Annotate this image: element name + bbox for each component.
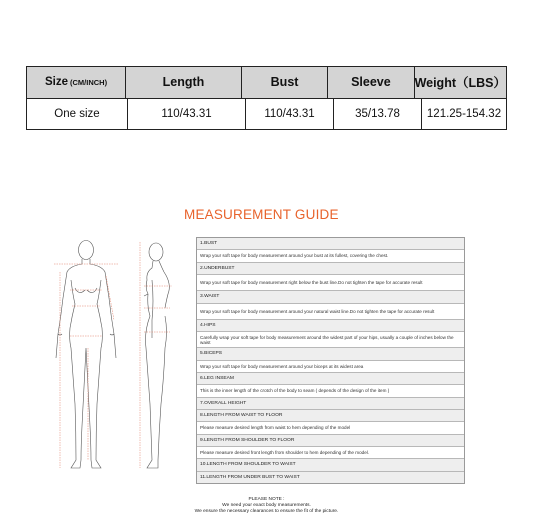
note-line-2: We ensure the necessary clearances to ensure the fit of the picture. [194,509,339,514]
guide-row-biceps-title: 5.BICEPS [197,347,464,359]
measurement-guide-table [196,237,465,484]
table-row [27,98,506,130]
header-weight: Weight（LBS） [414,76,506,91]
guide-row-waist-title: 3.WAIST [197,290,464,302]
guide-row-leg-inseam-desc: This is the inner length of the crotch of the body to seam ( depends of the design of the item ) [197,384,464,396]
size-table [26,66,507,130]
cell-sleeve: 35/13.78 [334,99,422,130]
size-table-header [27,67,506,98]
header-size [27,67,126,98]
guide-row-biceps-desc: Wrap your soft tape for body measurement around your biceps at its widest area [197,360,464,372]
guide-row-waist-desc: Wrap your soft tape for body measurement around your natural waist line.Do not tighten the tape for accurate result [197,303,464,319]
header-sleeve: Sleeve [328,67,414,98]
guide-row-waist-to-floor-desc: Please measure desired length from waist to hem depending of the model [197,421,464,433]
guide-row-underbust-to-waist-title: 11.LENGTH FROM UNDER BUST TO WAIST [197,471,464,483]
guide-row-overall-height-title: 7.OVERALL HEIGHT [197,397,464,409]
guide-row-leg-inseam-title: 6.LEG INSEAM [197,372,464,384]
guide-row-underbust-desc: Wrap your soft tape for body measurement right below the bust line.Do not tighten the tape for accurate result [197,274,464,290]
guide-row-waist-to-floor-title: 8.LENGTH FROM WAIST TO FLOOR [197,409,464,421]
cell-weight: 121.25-154.32 [426,107,502,120]
guide-row-hips-title: 4.HIPS [197,319,464,331]
side-body-figure [144,243,169,468]
front-body-figure [56,241,116,469]
guide-row-bust-desc: Wrap your soft tape for body measurement around your bust at its fullest, covering the chest. [197,249,464,261]
body-figures-illustration [48,236,198,476]
cell-size: One size [27,99,128,130]
guide-row-shoulder-to-floor-title: 9.LENGTH FROM SHOULDER TO FLOOR [197,434,464,446]
guide-row-shoulder-to-waist-title: 10.LENGTH FROM SHOULDER TO WAIST [197,458,464,470]
note-title: PLEASE NOTE : [248,497,285,502]
guide-row-shoulder-to-floor-desc: Please measure desired front length from shoulder to hem depending of the model. [197,446,464,458]
cell-length: 110/43.31 [128,99,246,130]
note-line-1: We need your exact body measurements. [222,503,311,508]
guide-row-hips-desc: Carefully wrap your soft tape for body measurement around the widest part of your hips, usually a couple of inches below the waist [197,331,464,347]
measurement-guide-title: MEASUREMENT GUIDE [184,207,339,222]
header-length: Length [126,67,242,98]
header-size-label: Size [45,76,69,89]
header-size-unit: (CM/INCH) [70,77,108,87]
header-bust: Bust [242,67,328,98]
guide-row-bust-title: 1.BUST [197,238,464,249]
guide-row-underbust-title: 2.UNDERBUST [197,262,464,274]
cell-bust: 110/43.31 [246,99,334,130]
